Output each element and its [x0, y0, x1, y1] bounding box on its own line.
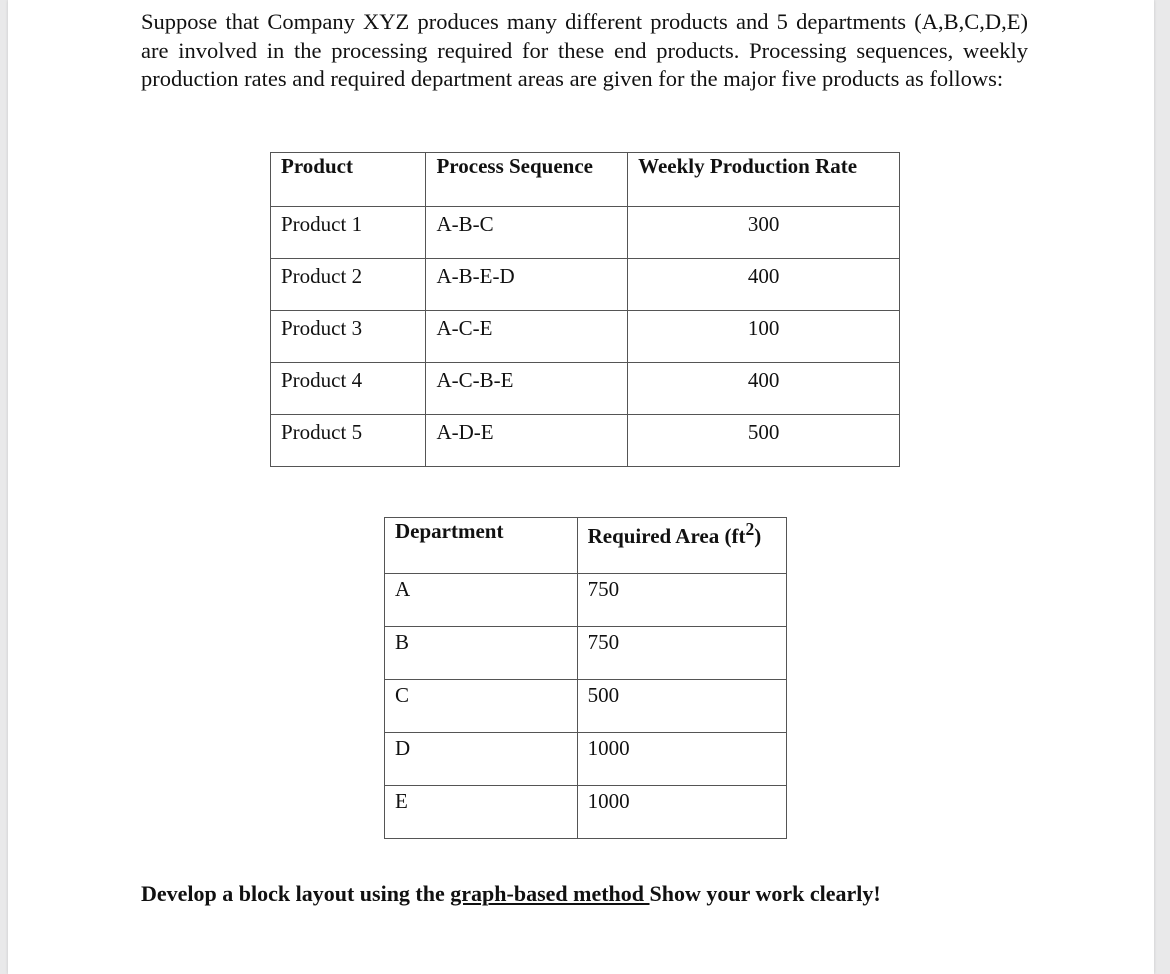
product-cell: Product 5: [271, 415, 426, 467]
closing-text-end: Show your work clearly!: [649, 881, 881, 906]
sequence-cell: A-C-E: [426, 311, 628, 363]
table-row: [385, 574, 787, 627]
header-required-area-exponent: 2: [745, 519, 755, 539]
sequence-cell: A-B-E-D: [426, 259, 628, 311]
area-cell: 750: [577, 574, 786, 627]
table-row: [271, 415, 900, 467]
area-cell: 1000: [577, 733, 786, 786]
closing-instruction: [141, 881, 881, 907]
department-cell: D: [385, 733, 578, 786]
closing-text-start: Develop a block layout using the: [141, 881, 451, 906]
area-cell: 750: [577, 627, 786, 680]
header-product: Product: [271, 153, 426, 207]
product-cell: Product 3: [271, 311, 426, 363]
department-cell: A: [385, 574, 578, 627]
area-cell: 1000: [577, 786, 786, 839]
table-row: [385, 733, 787, 786]
department-cell: C: [385, 680, 578, 733]
product-cell: Product 1: [271, 207, 426, 259]
department-cell: E: [385, 786, 578, 839]
table-row: [271, 363, 900, 415]
method-underlined: graph-based method: [450, 881, 650, 906]
header-weekly-production-rate: Weekly Production Rate: [628, 153, 900, 207]
table-row: [271, 311, 900, 363]
rate-cell: 500: [628, 415, 900, 467]
table-row: [271, 259, 900, 311]
products-table: [270, 152, 900, 467]
header-required-area-label: Required Area (ft: [587, 524, 746, 548]
header-department: Department: [385, 518, 578, 574]
department-cell: B: [385, 627, 578, 680]
rate-cell: 400: [628, 259, 900, 311]
header-process-sequence: Process Sequence: [426, 153, 628, 207]
table-header-row: [385, 518, 787, 574]
table-row: [385, 680, 787, 733]
department-areas-table: [384, 517, 787, 839]
header-required-area-close: ): [754, 524, 762, 548]
product-cell: Product 4: [271, 363, 426, 415]
rate-cell: 300: [628, 207, 900, 259]
area-cell: 500: [577, 680, 786, 733]
table-row: [271, 207, 900, 259]
document-page: [8, 0, 1154, 974]
table-row: [385, 786, 787, 839]
rate-cell: 400: [628, 363, 900, 415]
intro-paragraph: Suppose that Company XYZ produces many different products and 5 departments (A,B,C,D,E) are involved in the processing required for these end products. Processing sequences, weekly production rates and required department areas are given for the major five products as follows:: [141, 9, 1028, 91]
table-header-row: [271, 153, 900, 207]
rate-cell: 100: [628, 311, 900, 363]
sequence-cell: A-B-C: [426, 207, 628, 259]
header-required-area: [577, 518, 786, 574]
table-row: [385, 627, 787, 680]
sequence-cell: A-D-E: [426, 415, 628, 467]
product-cell: Product 2: [271, 259, 426, 311]
sequence-cell: A-C-B-E: [426, 363, 628, 415]
